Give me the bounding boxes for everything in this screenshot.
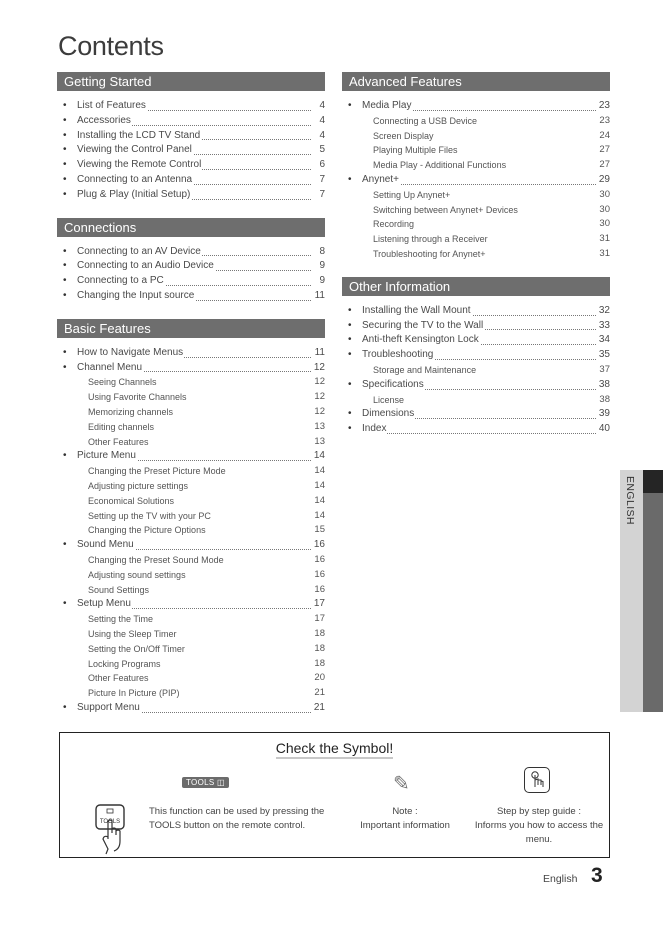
entry-label: License <box>373 394 405 405</box>
toc-subentry[interactable] <box>57 435 325 450</box>
toc-right-column <box>342 72 610 452</box>
entry-label: Connecting to an Antenna <box>77 173 193 185</box>
toc-subentry[interactable] <box>342 247 610 262</box>
entry-page-number: 16 <box>313 538 325 553</box>
entry-page-number: 6 <box>318 158 325 173</box>
toc-subentry[interactable] <box>57 464 325 479</box>
toc-section <box>57 72 325 203</box>
entry-label: Seeing Channels <box>88 377 157 388</box>
toc-entry[interactable] <box>57 129 325 144</box>
toc-entry[interactable] <box>57 188 325 203</box>
entry-label: Setting Up Anynet+ <box>373 189 451 200</box>
toc-subentry[interactable] <box>57 671 325 686</box>
entry-page-number: 31 <box>598 232 610 247</box>
guide-description: Step by step guide : Informs you how to access the menu. <box>474 806 604 845</box>
toc-entry[interactable] <box>57 289 325 304</box>
entry-page-number: 14 <box>313 494 325 509</box>
entry-page-number: 30 <box>598 188 610 203</box>
entry-page-number: 40 <box>598 422 610 437</box>
entry-label: Viewing the Control Panel <box>77 144 192 156</box>
toc-subentry[interactable] <box>342 143 610 158</box>
entry-label: Other Features <box>88 673 149 684</box>
symbol-box-title: Check the Symbol! <box>60 740 609 756</box>
entry-page-number: 7 <box>318 188 325 203</box>
entry-label: Storage and Maintenance <box>373 364 477 375</box>
entry-label: Setup Menu <box>77 598 131 610</box>
section-header: Other Information <box>342 277 610 296</box>
entry-page-number: 29 <box>598 173 610 188</box>
entry-page-number: 17 <box>313 597 325 612</box>
remote-tools-button-icon <box>94 803 128 855</box>
toc-entry[interactable] <box>342 407 610 422</box>
entry-label: Channel Menu <box>77 361 143 373</box>
toc-entry[interactable] <box>57 449 325 464</box>
entry-label: Other Features <box>88 436 149 447</box>
entry-label: Screen Display <box>373 130 434 141</box>
entry-label: Adjusting sound settings <box>88 569 186 580</box>
entry-label: Specifications <box>362 378 424 390</box>
toc-subentry[interactable] <box>57 612 325 627</box>
toc-entry[interactable] <box>57 99 325 114</box>
entry-page-number: 14 <box>313 509 325 524</box>
entry-label: Dimensions <box>362 408 415 420</box>
entry-label: Securing the TV to the Wall <box>362 319 484 331</box>
entry-label: Setting up the TV with your PC <box>88 510 211 521</box>
toc-entry[interactable] <box>57 114 325 129</box>
toc-entry[interactable] <box>57 361 325 376</box>
entry-label: Connecting to an AV Device <box>77 245 201 257</box>
toc-entry[interactable] <box>57 597 325 612</box>
entry-page-number: 20 <box>313 671 325 686</box>
entry-page-number: 14 <box>313 479 325 494</box>
entry-label: Using Favorite Channels <box>88 392 187 403</box>
entry-page-number: 27 <box>598 143 610 158</box>
entry-label: Anynet+ <box>362 173 399 185</box>
toc-subentry[interactable] <box>57 686 325 701</box>
entry-label: Connecting to a PC <box>77 275 164 287</box>
entry-page-number: 13 <box>313 420 325 435</box>
entry-label: Changing the Input source <box>77 289 195 301</box>
entry-page-number: 12 <box>313 405 325 420</box>
entry-page-number: 35 <box>598 348 610 363</box>
entry-label: List of Features <box>77 100 146 111</box>
toc-subentry[interactable] <box>57 627 325 642</box>
entry-page-number: 12 <box>313 361 325 376</box>
entry-page-number: 4 <box>318 114 325 129</box>
entry-label: Changing the Preset Picture Mode <box>88 466 226 477</box>
entry-label: Plug & Play (Initial Setup) <box>77 188 191 200</box>
toc-subentry[interactable] <box>342 393 610 408</box>
entry-page-number: 30 <box>598 203 610 218</box>
entry-label: Switching between Anynet+ Devices <box>373 204 518 215</box>
entry-page-number: 27 <box>598 158 610 173</box>
side-tab-dark <box>643 470 663 712</box>
toc-entry[interactable] <box>57 701 325 716</box>
entry-label: Setting the On/Off Timer <box>88 643 185 654</box>
toc-subentry[interactable] <box>342 188 610 203</box>
entry-page-number: 21 <box>313 686 325 701</box>
entry-page-number: 31 <box>598 247 610 262</box>
tools-badge-icon: TOOLS ◫ <box>182 777 229 788</box>
toc-entry[interactable] <box>57 158 325 173</box>
entry-label: Viewing the Remote Control <box>77 159 202 171</box>
entry-page-number: 4 <box>318 129 325 144</box>
page-title: Contents <box>58 31 164 61</box>
section-header: Advanced Features <box>342 72 610 91</box>
entry-page-number: 38 <box>598 393 610 408</box>
toc-section <box>57 218 325 304</box>
toc-subentry[interactable] <box>57 583 325 598</box>
toc-subentry[interactable] <box>57 553 325 568</box>
toc-subentry[interactable] <box>57 509 325 524</box>
language-side-tab <box>620 470 663 712</box>
entry-label: Editing channels <box>88 421 155 432</box>
entry-page-number: 34 <box>598 333 610 348</box>
side-tab-marker <box>643 470 663 493</box>
toc-section <box>342 277 610 437</box>
toc-subentry[interactable] <box>57 405 325 420</box>
toc-entry[interactable] <box>342 304 610 319</box>
page-number: 3 <box>591 864 603 887</box>
toc-entry[interactable] <box>342 173 610 188</box>
entry-label: Media Play <box>362 100 412 111</box>
entry-page-number: 9 <box>318 259 325 274</box>
entry-label: Adjusting picture settings <box>88 480 189 491</box>
entry-label: Anti-theft Kensington Lock <box>362 334 479 346</box>
entry-page-number: 12 <box>313 375 325 390</box>
toc-subentry[interactable] <box>57 568 325 583</box>
entry-page-number: 15 <box>313 523 325 538</box>
toc-entry[interactable] <box>342 333 610 348</box>
entry-page-number: 17 <box>313 612 325 627</box>
entry-label: Connecting to an Audio Device <box>77 260 214 272</box>
entry-label: Support Menu <box>77 701 140 713</box>
entry-label: Troubleshooting for Anynet+ <box>373 248 486 259</box>
toc-entry[interactable] <box>342 99 610 114</box>
toc-entry[interactable] <box>57 346 325 361</box>
entry-page-number: 33 <box>598 319 610 334</box>
entry-label: Index <box>362 423 387 435</box>
toc-subentry[interactable] <box>57 479 325 494</box>
toc-subentry[interactable] <box>57 390 325 405</box>
entry-page-number: 37 <box>598 363 610 378</box>
toc-section <box>342 72 610 262</box>
entry-label: Accessories <box>77 114 131 126</box>
section-header: Basic Features <box>57 319 325 338</box>
entry-label: Installing the Wall Mount <box>362 304 471 316</box>
tools-description: This function can be used by pressing the TOOLS button on the remote control. <box>149 806 325 831</box>
note-description: Note : Important information <box>360 806 450 831</box>
toc-entry[interactable] <box>342 378 610 393</box>
entry-page-number: 14 <box>313 464 325 479</box>
entry-page-number: 5 <box>318 143 325 158</box>
entry-label: How to Navigate Menus <box>77 346 184 358</box>
toc-subentry[interactable] <box>342 232 610 247</box>
entry-page-number: 16 <box>313 568 325 583</box>
toc-entry[interactable] <box>57 274 325 289</box>
entry-page-number: 23 <box>598 114 610 129</box>
toc-subentry[interactable] <box>57 494 325 509</box>
entry-page-number: 38 <box>598 378 610 393</box>
entry-label: Economical Solutions <box>88 495 175 506</box>
entry-page-number: 11 <box>314 289 325 304</box>
entry-page-number: 39 <box>598 407 610 422</box>
entry-page-number: 18 <box>313 627 325 642</box>
entry-label: Recording <box>373 219 415 230</box>
toc-entry[interactable] <box>57 173 325 188</box>
entry-page-number: 13 <box>313 435 325 450</box>
toc-entry[interactable] <box>57 245 325 260</box>
toc-subentry[interactable] <box>342 114 610 129</box>
toc-subentry[interactable] <box>57 523 325 538</box>
toc-entry[interactable] <box>342 319 610 334</box>
pencil-note-icon: ✎ <box>393 773 410 795</box>
toc-subentry[interactable] <box>342 158 610 173</box>
entry-page-number: 21 <box>313 701 325 716</box>
entry-label: Changing the Preset Sound Mode <box>88 554 224 565</box>
entry-page-number: 12 <box>313 390 325 405</box>
entry-page-number: 23 <box>598 99 610 114</box>
section-header: Connections <box>57 218 325 237</box>
toc-subentry[interactable] <box>57 420 325 435</box>
entry-page-number: 16 <box>313 553 325 568</box>
entry-page-number: 8 <box>318 245 325 260</box>
entry-page-number: 11 <box>314 346 325 361</box>
toc-left-column <box>57 72 325 731</box>
entry-page-number: 14 <box>313 449 325 464</box>
entry-page-number: 18 <box>313 657 325 672</box>
entry-label: Sound Menu <box>77 539 134 551</box>
toc-entry[interactable] <box>57 259 325 274</box>
toc-entry[interactable] <box>57 143 325 158</box>
entry-page-number: 16 <box>313 583 325 598</box>
entry-label: Picture Menu <box>77 450 136 462</box>
toc-entry[interactable] <box>342 348 610 363</box>
entry-page-number: 7 <box>318 173 325 188</box>
dot-leader <box>362 433 596 434</box>
entry-page-number: 30 <box>598 217 610 232</box>
entry-label: Picture In Picture (PIP) <box>88 688 180 699</box>
section-header: Getting Started <box>57 72 325 91</box>
footer-language: English <box>543 873 578 885</box>
toc-subentry[interactable] <box>57 375 325 390</box>
toc-entry[interactable] <box>57 538 325 553</box>
toc-subentry[interactable] <box>57 657 325 672</box>
entry-label: Troubleshooting <box>362 349 434 361</box>
entry-page-number: 4 <box>318 99 325 114</box>
check-symbol-box <box>59 732 610 858</box>
entry-label: Listening through a Receiver <box>373 234 488 245</box>
entry-label: Using the Sleep Timer <box>88 628 177 639</box>
entry-label: Connecting a USB Device <box>373 115 478 126</box>
entry-label: Media Play - Additional Functions <box>373 160 507 171</box>
entry-page-number: 9 <box>318 274 325 289</box>
toc-subentry[interactable] <box>342 129 610 144</box>
step-guide-hand-icon <box>524 767 550 793</box>
toc-subentry[interactable] <box>57 642 325 657</box>
entry-label: Setting the Time <box>88 614 154 625</box>
entry-page-number: 24 <box>598 129 610 144</box>
entry-label: Playing Multiple Files <box>373 145 458 156</box>
side-tab-label: ENGLISH <box>624 476 636 525</box>
toc-subentry[interactable] <box>342 203 610 218</box>
toc-entry[interactable] <box>342 422 610 437</box>
entry-page-number: 18 <box>313 642 325 657</box>
entry-page-number: 32 <box>598 304 610 319</box>
entry-label: Memorizing channels <box>88 406 174 417</box>
entry-label: Changing the Picture Options <box>88 525 206 536</box>
toc-subentry[interactable] <box>342 217 610 232</box>
svg-text:TOOLS: TOOLS <box>99 819 121 825</box>
toc-section <box>57 319 325 716</box>
entry-label: Locking Programs <box>88 658 161 669</box>
toc-subentry[interactable] <box>342 363 610 378</box>
entry-label: Installing the LCD TV Stand <box>77 129 201 141</box>
entry-label: Sound Settings <box>88 584 150 595</box>
